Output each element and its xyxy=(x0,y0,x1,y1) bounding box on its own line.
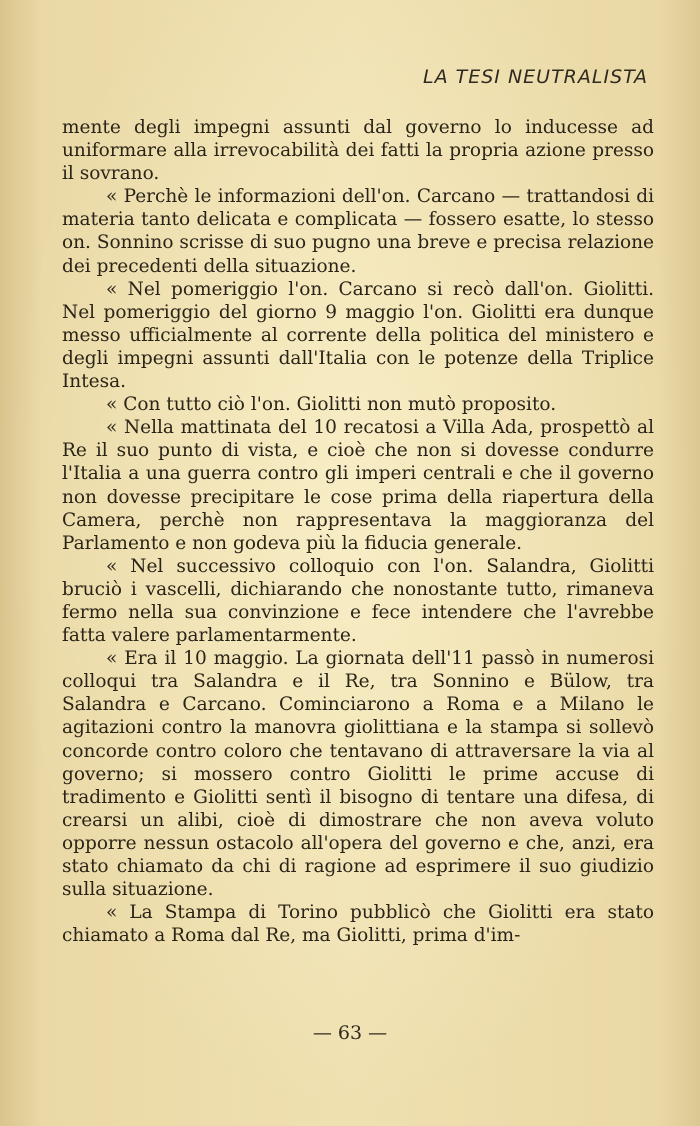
paragraph: « Era il 10 maggio. La giornata dell'11 passò in numerosi colloqui tra Salandra e il Re, tra Sonnino e Bülow, tra Salandra e Carcano. Cominciarono a Roma e a Milano le agitazioni contro la manovra giolittiana e la stampa si sollevò concorde contro coloro che tentavano di attraversare la via al governo; si mossero contro Giolitti le prime accuse di tradimento e Giolitti sentì il bisogno di tentare una difesa, di crearsi un alibi, cioè di dimostrare che non aveva voluto opporre nessun ostacolo all'opera del governo e che, anzi, era stato chiamato da chi di ragione ad esprimere il suo giudizio sulla situazione. xyxy=(62,648,654,901)
paragraph: « Nel pomeriggio l'on. Carcano si recò dall'on. Giolitti. Nel pomeriggio del giorno 9 maggio l'on. Giolitti era dunque messo ufficialmente al corrente della politica del ministero e degli impegni assunti dall'Italia con le potenze della Triplice Intesa. xyxy=(62,278,654,393)
body-text xyxy=(62,116,654,947)
paragraph: « Nel successivo colloquio con l'on. Salandra, Giolitti bruciò i vascelli, dichiarando che nonostante tutto, rimaneva fermo nella sua convinzione e fece intendere che l'avrebbe fatta valere parlamentarmente. xyxy=(62,555,654,647)
running-head: LA TESI NEUTRALISTA xyxy=(423,66,648,88)
paragraph: « La Stampa di Torino pubblicò che Giolitti era stato chiamato a Roma dal Re, ma Giolitti, prima d'im- xyxy=(62,902,654,947)
paragraph: « Con tutto ciò l'on. Giolitti non mutò proposito. xyxy=(106,394,557,416)
paragraph: « Nella mattinata del 10 recatosi a Villa Ada, prospettò al Re il suo punto di vista, e cioè che non si dovesse condurre l'Italia a una guerra contro gli imperi centrali e che il governo non dovesse precipitare le cose prima della riapertura della Camera, perchè non rappresentava la maggioranza del Parlamento e non godeva più la fiducia generale. xyxy=(62,417,654,554)
page-number: — 63 — xyxy=(312,1022,388,1044)
paragraph: mente degli impegni assunti dal governo lo inducesse ad uniformare alla irrevocabilità dei fatti la propria azione presso il sovrano. xyxy=(62,117,654,185)
paragraph: « Perchè le informazioni dell'on. Carcano — trattandosi di materia tanto delicata e complicata — fossero esatte, lo stesso on. Sonnino scrisse di suo pugno una breve e precisa relazione dei precedenti della situazione. xyxy=(62,186,654,277)
